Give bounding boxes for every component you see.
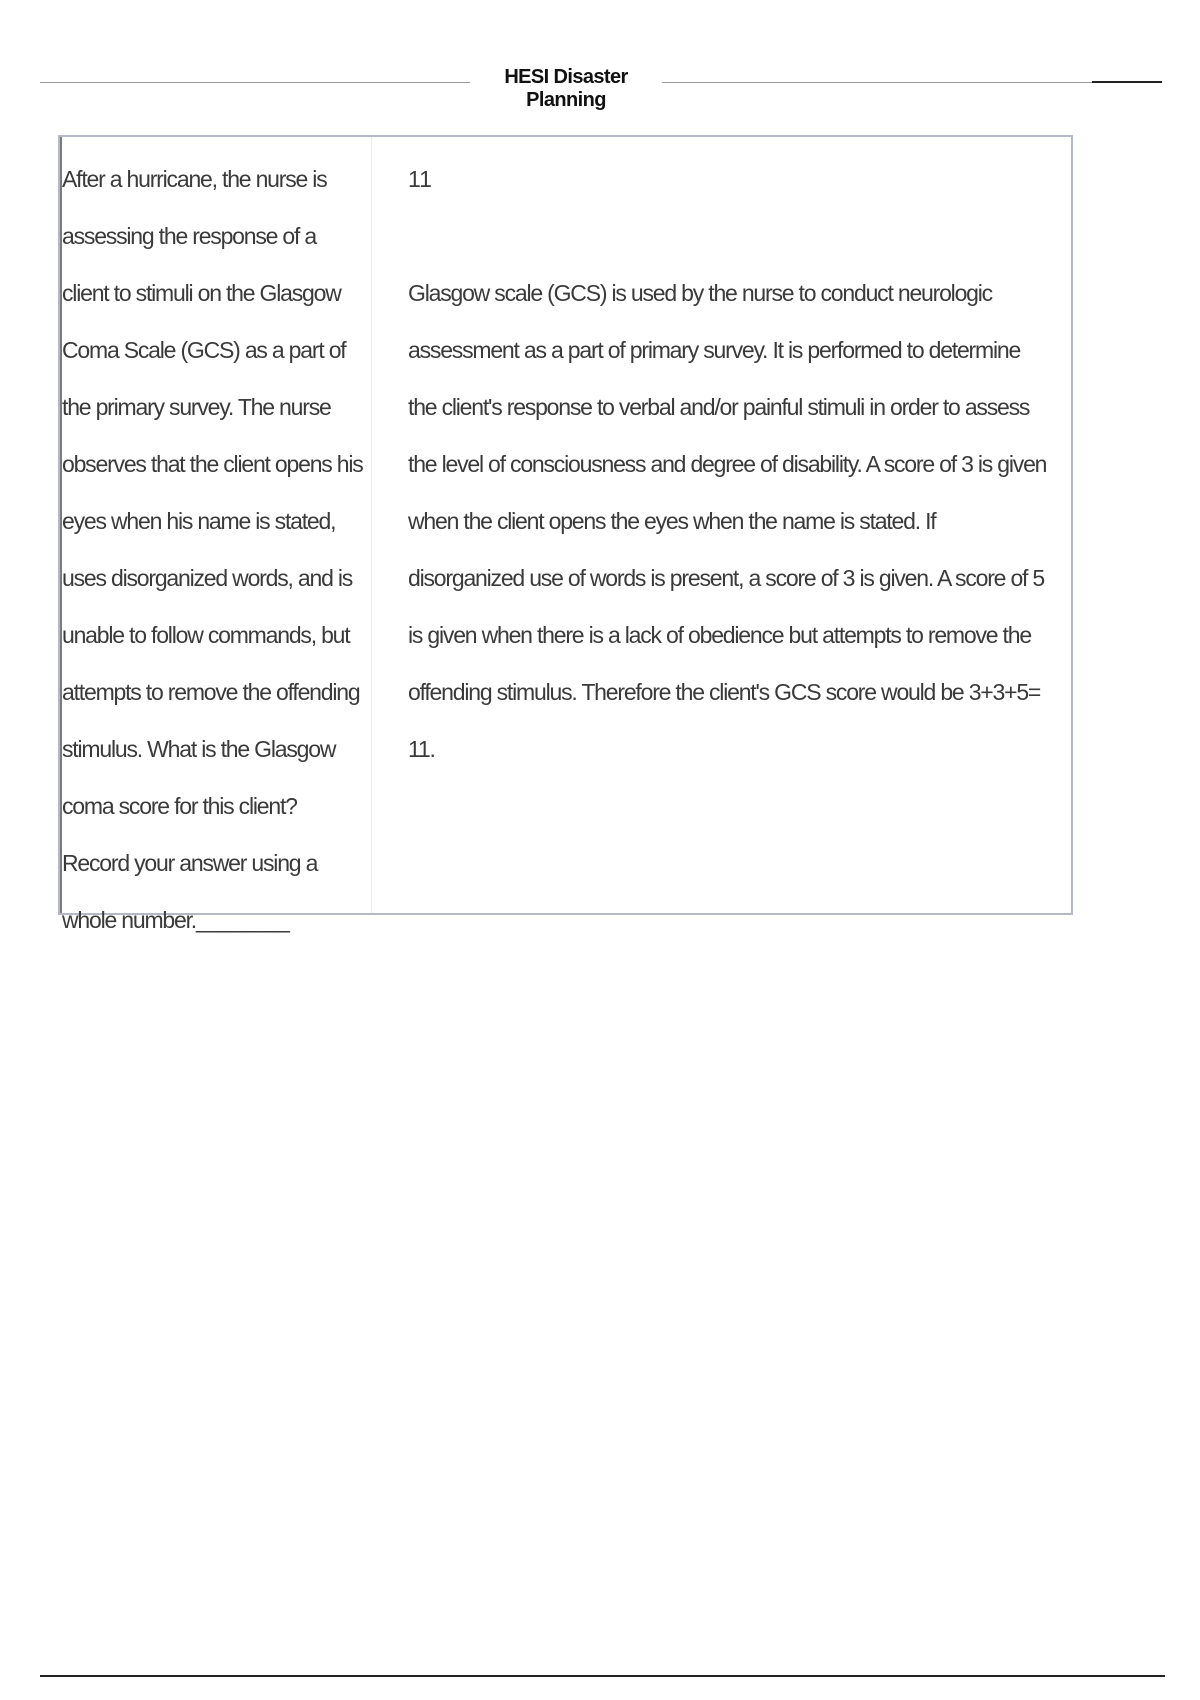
- rationale-text: Glasgow scale (GCS) is used by the nurse to conduct neurologic assessment as a part of primary survey. It is performed to determine the client's response to verbal and/or painful stimuli in order to assess the level of consciousness and degree of disability. A score of 3 is given when the client opens the eyes when the name is stated. If disorganized use of words is present, a score of 3 is given. A score of 5 is given when there is a lack of obedience but attempts to remove the offending stimulus. Therefore the client's GCS score would be 3+3+5= 11.: [408, 280, 1047, 762]
- answer-cell: [372, 137, 1071, 913]
- footer-divider: [40, 1675, 1165, 1677]
- page-header: [40, 62, 1165, 111]
- header-accent-rule: [1092, 81, 1162, 83]
- question-cell: [60, 137, 372, 933]
- header-divider: [662, 82, 1132, 83]
- answer-value: 11: [408, 166, 432, 192]
- question-text: After a hurricane, the nurse is assessing the response of a client to stimuli on the Glasgow Coma Scale (GCS) as a part of the primary survey. The nurse observes that the client opens his eyes when his name is stated, uses disorganized words, and is unable to follow commands, but attempts to remove the offending stimulus. What is the Glasgow coma score for this client? Record your answer using a whole number.________: [62, 166, 363, 933]
- page-title: HESI Disaster Planning: [504, 66, 628, 111]
- question-answer-table: [58, 135, 1073, 933]
- header-divider: [40, 82, 470, 83]
